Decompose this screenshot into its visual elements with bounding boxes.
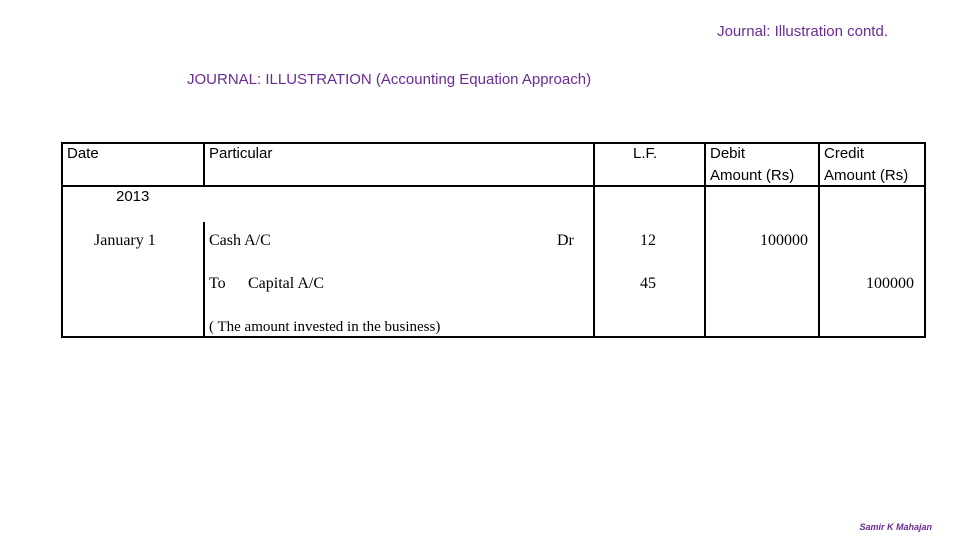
col-header-debit-line2: Amount (Rs) [710, 167, 795, 184]
credit-account: Capital A/C [248, 275, 324, 292]
col-header-debit-line1: Debit [710, 145, 746, 162]
col-separator-particular [203, 222, 205, 338]
col-separator-credit [818, 142, 820, 338]
debit-amount: 100000 [760, 232, 808, 249]
col-header-lf: L.F. [633, 145, 658, 162]
col-separator-date [203, 142, 205, 186]
col-header-particular: Particular [209, 145, 273, 162]
credit-lf: 45 [640, 275, 656, 292]
col-header-date: Date [67, 145, 99, 162]
col-header-debit [710, 143, 794, 187]
col-header-credit [824, 143, 908, 187]
entry-date: January 1 [94, 232, 156, 249]
slide-title: JOURNAL: ILLUSTRATION (Accounting Equation Approach) [187, 71, 592, 88]
narration: ( The amount invested in the business) [209, 319, 441, 335]
debit-lf: 12 [640, 232, 656, 249]
header-row-divider [61, 185, 926, 187]
credit-prefix: To [209, 275, 226, 292]
col-header-credit-line1: Credit [824, 145, 865, 162]
debit-account: Cash A/C [209, 232, 271, 249]
col-header-credit-line2: Amount (Rs) [824, 167, 909, 184]
col-separator-debit [704, 142, 706, 338]
dr-marker: Dr [557, 232, 574, 249]
col-separator-lf [593, 142, 595, 338]
year-label: 2013 [116, 188, 150, 205]
header-title: Journal: Illustration contd. [717, 23, 888, 40]
credit-amount: 100000 [866, 275, 914, 292]
author-signature: Samir K Mahajan [859, 522, 932, 532]
